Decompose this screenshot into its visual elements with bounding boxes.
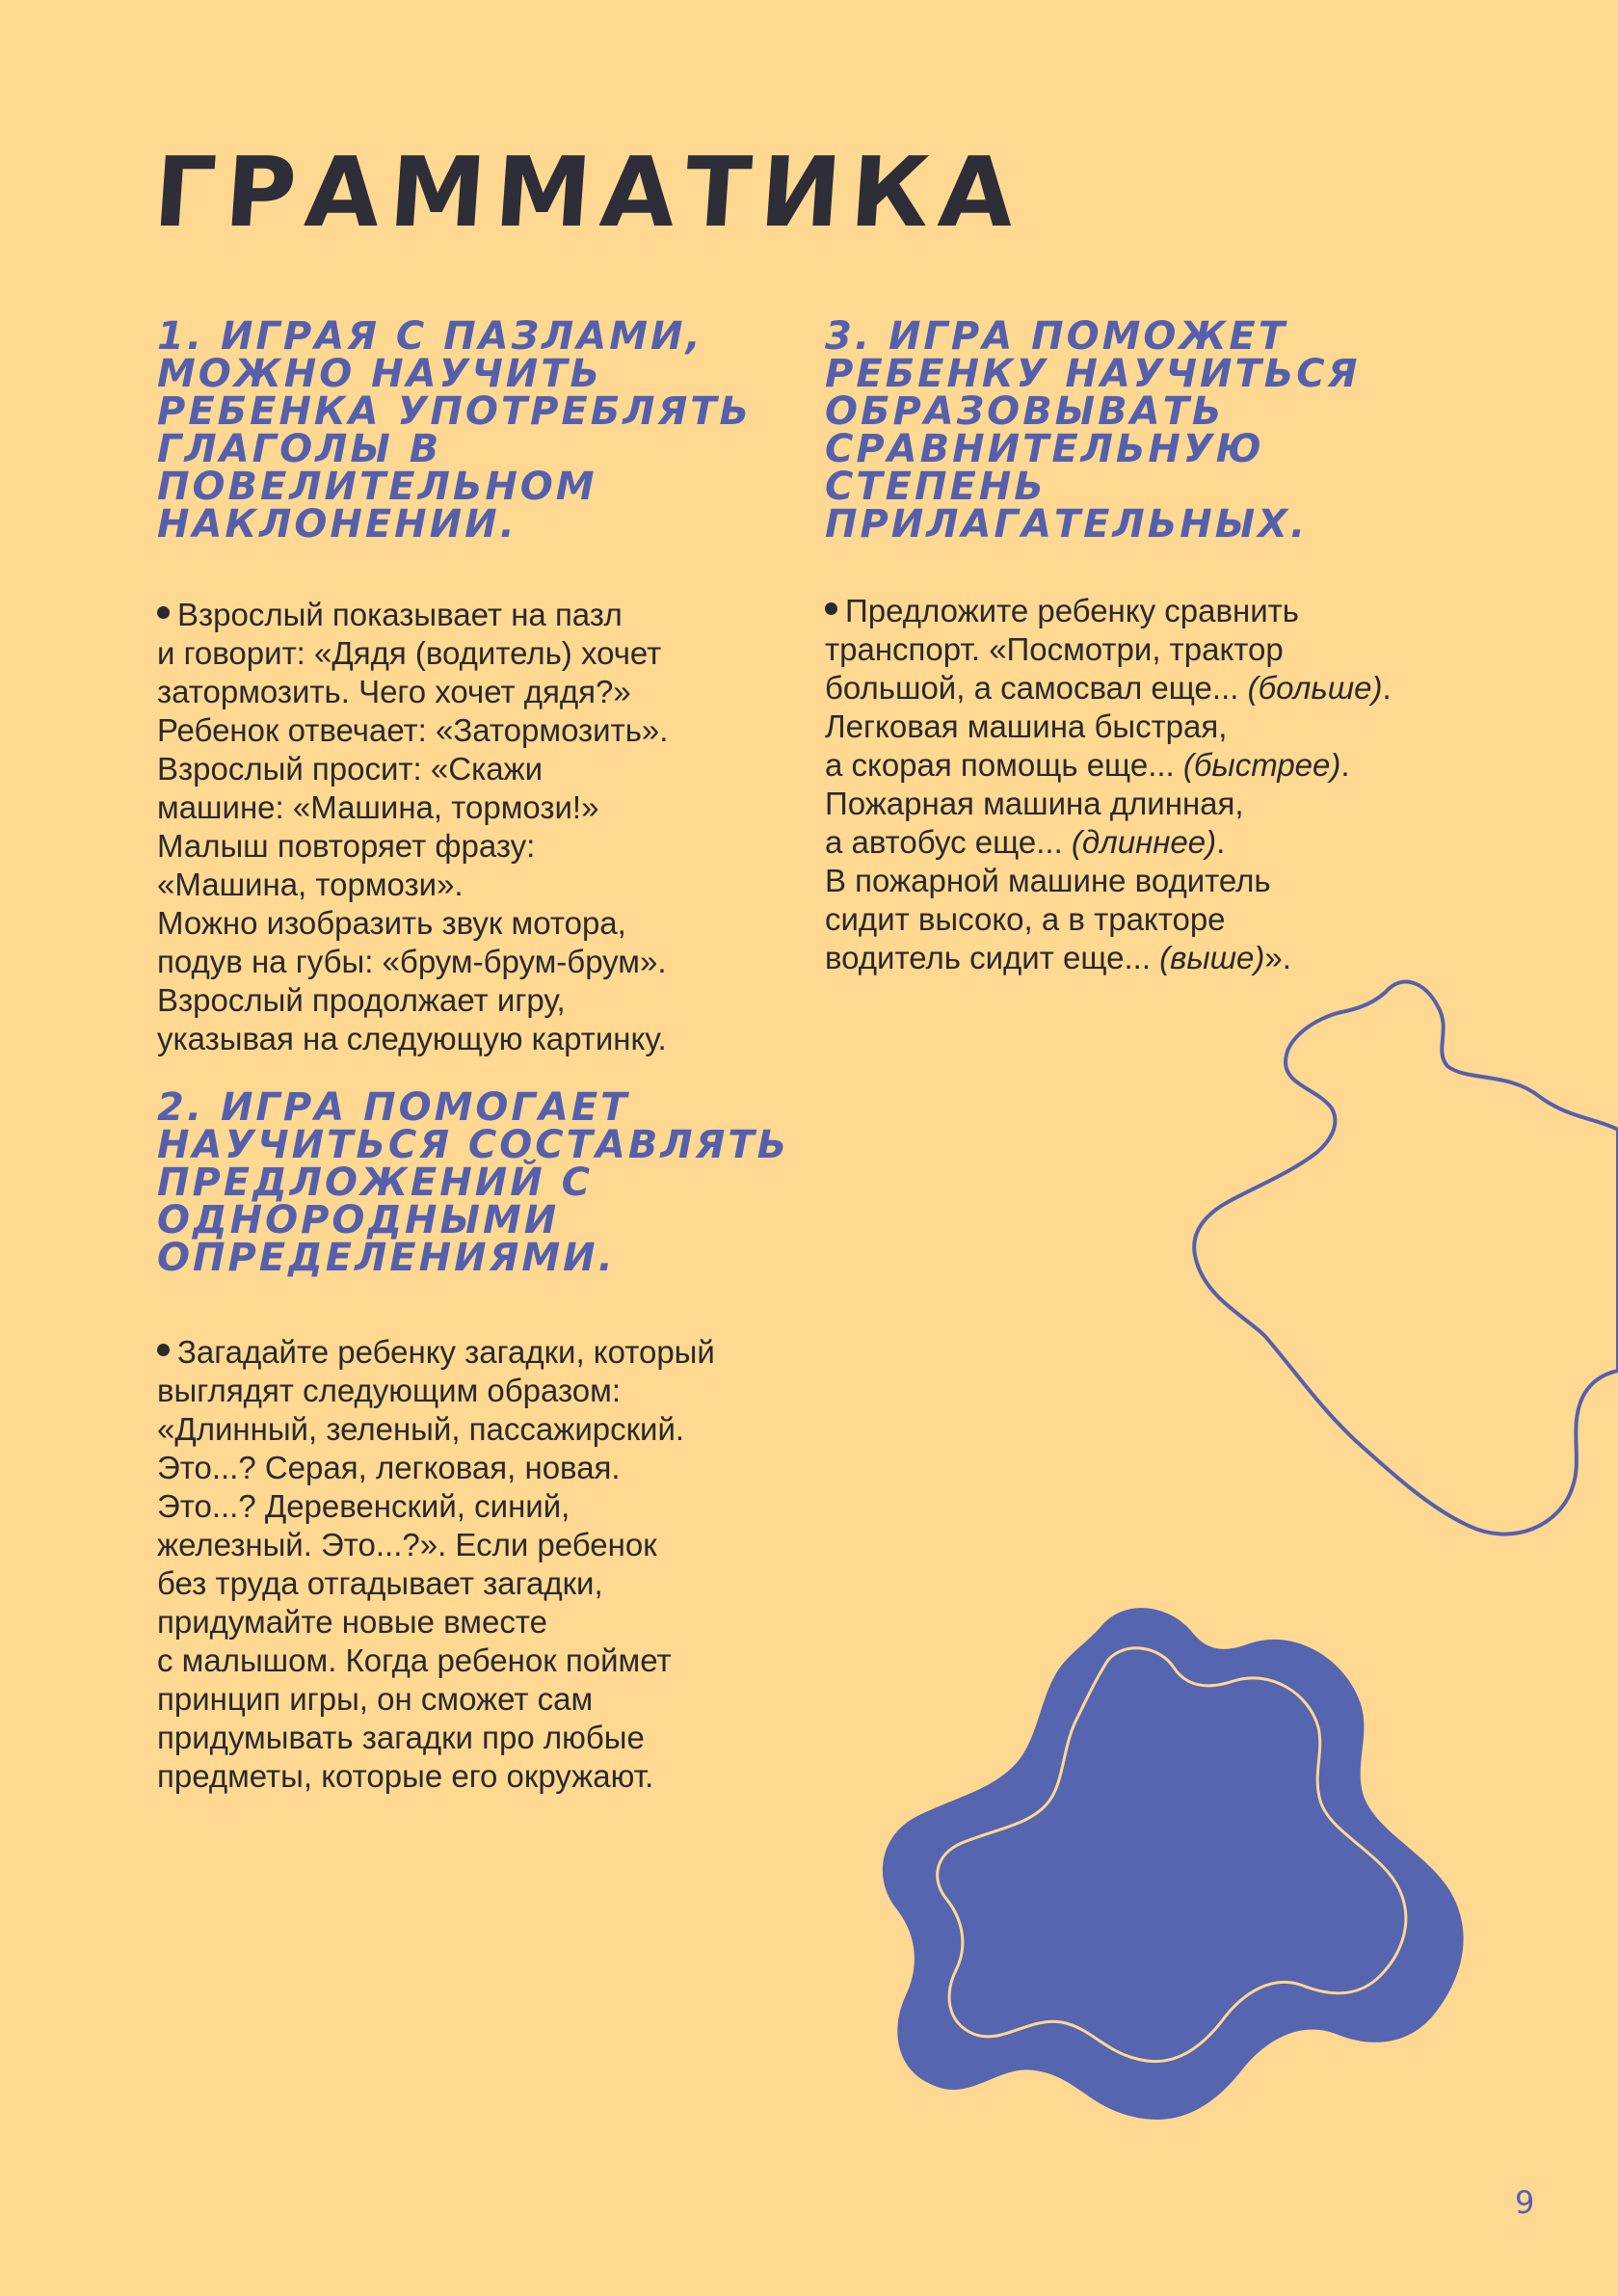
section-3-text-1: Предложите ребенку сравнить транспорт. «Посмотри, трактор большой, а самосвал еще... xyxy=(825,593,1299,706)
answer-text: (длиннее) xyxy=(1071,824,1217,860)
answer-text: (больше) xyxy=(1247,670,1383,706)
section-3-text-5: ». xyxy=(1264,940,1291,975)
section-2-heading: 2. ИГРА ПОМОГАЕТ НАУЧИТЬСЯ СОСТАВЛЯТЬ ПРЕДЛОЖЕНИЙ С ОДНОРОДНЫМИ ОПРЕДЕЛЕНИЯМИ. xyxy=(157,1085,790,1280)
section-3-text-4: . В пожарной машине водитель сидит высоко, а в тракторе водитель сидит еще... xyxy=(825,824,1271,975)
bullet-icon xyxy=(157,1344,170,1356)
section-1-body xyxy=(157,596,812,1058)
section-1-heading: 1. ИГРАЯ С ПАЗЛАМИ, МОЖНО НАУЧИТЬ РЕБЕНКА УПОТРЕБЛЯТЬ ГЛАГОЛЫ В ПОВЕЛИТЕЛЬНОМ НАКЛОНЕНИИ. xyxy=(157,314,753,547)
section-2-body xyxy=(157,1333,812,1796)
answer-text: (быстрее) xyxy=(1182,747,1341,783)
left-column xyxy=(157,314,812,1796)
puzzle-outline-icon xyxy=(1185,974,1618,1542)
section-3-body xyxy=(825,592,1480,977)
right-column xyxy=(825,314,1480,977)
page-number: 9 xyxy=(1515,2184,1535,2221)
section-3-heading: 3. ИГРА ПОМОЖЕТ РЕБЕНКУ НАУЧИТЬСЯ ОБРАЗОВЫВАТЬ СРАВНИТЕЛЬНУЮ СТЕПЕНЬ ПРИЛАГАТЕЛЬНЫХ. xyxy=(825,314,1361,547)
page-title: ГРАММАТИКА xyxy=(149,136,1027,249)
section-2-text: Загадайте ребенку загадки, который выглядят следующим образом: «Длинный, зеленый, пассажирский. Это...? Серая, легковая, новая. Это...? Деревенский, синий, железный. Это...?». Если ребенок без труда отгадывает загадки, придумайте новые вместе с малышом. Когда ребенок поймет принцип игры, он сможет сам придумывать загадки про любые предметы, которые его окружают. xyxy=(157,1334,715,1794)
section-3-text-2: . Легковая машина быстрая, а скорая помощь еще... xyxy=(825,670,1392,783)
puzzle-filled-icon xyxy=(858,1581,1484,2140)
bullet-icon xyxy=(825,602,837,615)
section-1-text: Взрослый показывает на пазл и говорит: «Дядя (водитель) хочет затормозить. Чего хочет дядя?» Ребенок отвечает: «Затормозить». Взрослый просит: «Скажи машине: «Машина, тормози!» Малыш повторяет фразу: «Машина, тормози». Можно изобразить звук мотора, подув на губы: «брум-брум-брум». Взрослый продолжает игру, указывая на следующую картинку. xyxy=(157,597,669,1056)
answer-text: (выше) xyxy=(1159,940,1265,975)
section-3-text-3: . Пожарная машина длинная, а автобус еще... xyxy=(825,747,1350,860)
bullet-icon xyxy=(157,606,170,619)
